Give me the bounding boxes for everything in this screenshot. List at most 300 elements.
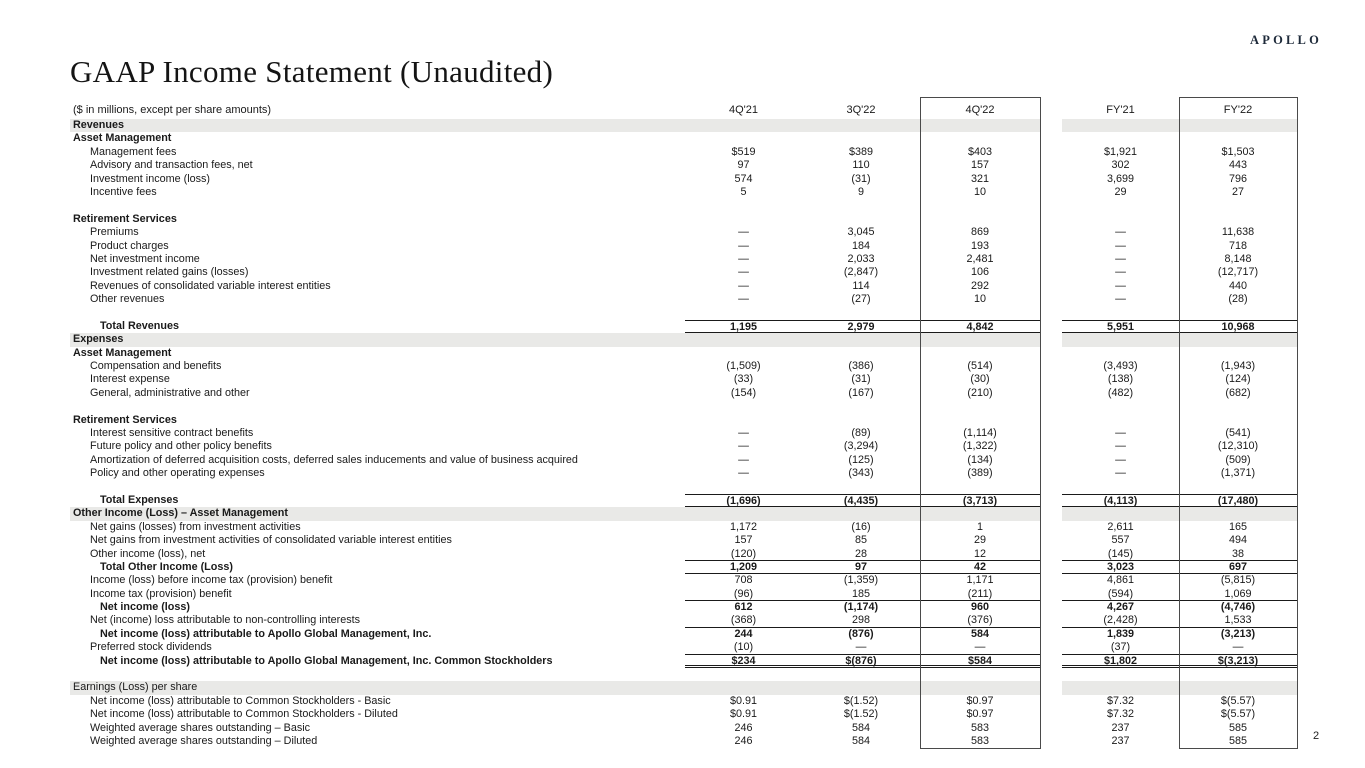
- row-label: Retirement Services: [73, 212, 177, 225]
- value-cell: [1179, 132, 1297, 145]
- value-cell: 2,481: [966, 252, 994, 265]
- value-group-quarters: [685, 213, 1040, 226]
- value-cell: 557: [1111, 534, 1130, 547]
- value-cell: [1062, 507, 1179, 520]
- table-row: [70, 132, 1299, 145]
- total-row: [70, 494, 1299, 507]
- value-cell: [802, 400, 920, 413]
- value-cell: [1179, 400, 1297, 413]
- value-group-fullyear: [1062, 360, 1297, 373]
- table-row: [70, 427, 1299, 440]
- value-cell: [920, 507, 1040, 520]
- value-cell: [1062, 400, 1179, 413]
- value-cell: [685, 481, 802, 494]
- table-row: [70, 280, 1299, 293]
- value-cell: [920, 333, 1040, 346]
- value-cell: 10: [973, 293, 986, 306]
- column-group-gap: [1040, 614, 1062, 627]
- value-cell: (89): [851, 426, 871, 439]
- value-cell: 246: [734, 734, 753, 747]
- table-row: [70, 735, 1299, 748]
- value-cell: [920, 306, 1040, 319]
- row-label: Advisory and transaction fees, net: [90, 159, 253, 172]
- value-cell: 1,195: [729, 320, 758, 333]
- value-cell: 585: [1228, 721, 1247, 734]
- value-cell: $584: [967, 654, 993, 667]
- value-cell: $0.97: [966, 708, 994, 721]
- value-cell: 97: [854, 560, 867, 573]
- column-group-gap: [1040, 280, 1062, 293]
- value-cell: —: [1115, 279, 1126, 292]
- value-cell: 584: [851, 721, 870, 734]
- row-label: Income (loss) before income tax (provision) benefit: [90, 574, 333, 587]
- value-cell: —: [738, 440, 749, 453]
- column-group-gap: [1040, 427, 1062, 440]
- value-cell: (33): [733, 373, 754, 386]
- value-cell: (4,113): [1103, 494, 1138, 507]
- column-group-gap: [1040, 735, 1062, 748]
- value-group-fullyear: [1062, 521, 1297, 534]
- value-cell: (138): [1107, 373, 1134, 386]
- value-group-fullyear: [1062, 226, 1297, 239]
- value-cell: [1179, 681, 1297, 694]
- value-cell: —: [1115, 266, 1126, 279]
- value-cell: [920, 481, 1040, 494]
- value-cell: [920, 199, 1040, 212]
- value-cell: [1179, 199, 1297, 212]
- value-cell: [1062, 333, 1179, 346]
- value-group-fullyear: [1062, 146, 1297, 159]
- column-group-gap: [1040, 320, 1062, 333]
- table-row: [70, 708, 1299, 721]
- value-group-fullyear: [1062, 440, 1297, 453]
- value-group-quarters: [685, 347, 1040, 360]
- value-cell: 1,533: [1224, 614, 1252, 627]
- column-header-fy22: FY'22: [1223, 104, 1253, 116]
- value-cell: 193: [970, 239, 989, 252]
- value-cell: [802, 333, 920, 346]
- value-cell: 3,023: [1106, 560, 1135, 573]
- column-group-gap: [1040, 159, 1062, 172]
- value-group-fullyear: [1062, 708, 1297, 721]
- table-row: [70, 588, 1299, 601]
- value-group-fullyear: [1062, 400, 1297, 413]
- value-cell: 42: [973, 560, 986, 573]
- value-cell: (145): [1107, 547, 1134, 560]
- value-cell: (125): [848, 453, 874, 466]
- blank-row: [70, 668, 1299, 681]
- value-cell: 114: [852, 279, 870, 292]
- value-group-quarters: [685, 387, 1040, 400]
- value-group-fullyear: [1062, 574, 1297, 587]
- value-cell: 38: [1231, 547, 1244, 560]
- value-cell: 1,172: [729, 520, 758, 533]
- column-group-gap: [1040, 668, 1062, 681]
- value-group-quarters: [685, 574, 1040, 587]
- value-cell: (482): [1107, 386, 1134, 399]
- value-cell: $1,503: [1221, 145, 1255, 158]
- row-label: Total Expenses: [100, 493, 179, 506]
- row-label: Future policy and other policy benefits: [90, 440, 272, 453]
- value-group-fullyear: [1062, 614, 1297, 627]
- value-cell: 157: [970, 159, 989, 172]
- section-band-row: [70, 119, 1299, 132]
- value-group-quarters: [685, 320, 1040, 333]
- column-group-gap: [1040, 199, 1062, 212]
- column-group-gap: [1040, 588, 1062, 601]
- column-group-gap: [1040, 494, 1062, 507]
- row-label: Weighted average shares outstanding – Diluted: [90, 734, 318, 747]
- value-cell: 97: [737, 159, 750, 172]
- value-group-quarters: [685, 266, 1040, 279]
- column-group-gap: [1040, 186, 1062, 199]
- column-group-gap: [1040, 253, 1062, 266]
- value-group-fullyear: [1062, 467, 1297, 480]
- section-band-label: Revenues: [70, 119, 685, 132]
- value-cell: [1179, 213, 1297, 226]
- value-cell: (4,435): [843, 494, 879, 507]
- column-group-gap: [1040, 146, 1062, 159]
- value-group-fullyear: [1062, 320, 1297, 333]
- column-group-gap: [1040, 266, 1062, 279]
- row-label: Interest expense: [90, 373, 170, 386]
- value-group-fullyear: [1062, 641, 1297, 654]
- value-cell: —: [855, 641, 867, 654]
- row-label: [70, 306, 685, 319]
- value-cell: [1179, 306, 1297, 319]
- value-cell: [802, 119, 920, 132]
- value-cell: $0.97: [966, 694, 994, 707]
- value-group-quarters: [685, 173, 1040, 186]
- table-row: [70, 440, 1299, 453]
- value-cell: (210): [967, 386, 993, 399]
- value-cell: 10: [973, 185, 986, 198]
- value-group-fullyear: [1062, 548, 1297, 561]
- value-cell: —: [1232, 641, 1244, 654]
- value-cell: 29: [973, 534, 986, 547]
- row-label: Compensation and benefits: [90, 360, 222, 373]
- row-label: Interest sensitive contract benefits: [90, 426, 254, 439]
- row-label: Asset Management: [73, 346, 172, 359]
- value-group-fullyear: [1062, 293, 1297, 306]
- row-label: Amortization of deferred acquisition costs, deferred sales inducements and value of business acquired: [90, 453, 578, 466]
- row-label: Net income (loss): [100, 601, 190, 614]
- value-cell: 612: [734, 601, 753, 614]
- table-row: [70, 146, 1299, 159]
- value-cell: 584: [970, 627, 989, 640]
- value-cell: (4,746): [1220, 601, 1256, 614]
- value-cell: [1062, 119, 1179, 132]
- section-band-row: [70, 681, 1299, 694]
- page-title: GAAP Income Statement (Unaudited): [70, 54, 554, 89]
- value-cell: [1062, 347, 1179, 360]
- section-band-row: [70, 333, 1299, 346]
- value-cell: 298: [851, 614, 870, 627]
- value-cell: —: [738, 426, 749, 439]
- value-cell: 4,267: [1106, 601, 1135, 614]
- row-label: Other revenues: [90, 293, 165, 306]
- row-label: Net gains from investment activities of consolidated variable interest entities: [90, 534, 452, 547]
- row-label: Investment related gains (losses): [90, 266, 249, 279]
- value-cell: [1179, 119, 1297, 132]
- value-group-fullyear: [1062, 306, 1297, 319]
- value-group-fullyear: [1062, 601, 1297, 614]
- value-group-quarters: [685, 199, 1040, 212]
- value-cell: [685, 213, 802, 226]
- value-cell: —: [1115, 252, 1126, 265]
- row-label: Premiums: [90, 226, 139, 239]
- column-group-gap: [1040, 400, 1062, 413]
- value-cell: $0.91: [729, 694, 758, 707]
- value-group-quarters: [685, 494, 1040, 507]
- apollo-logo: APOLLO: [1250, 33, 1322, 47]
- value-cell: (1,322): [962, 440, 998, 453]
- value-cell: (124): [1225, 373, 1251, 386]
- value-cell: [802, 213, 920, 226]
- value-group-fullyear: [1062, 119, 1297, 132]
- column-group-gap: [1040, 534, 1062, 547]
- value-group-quarters: [685, 641, 1040, 654]
- column-group-gap: [1040, 440, 1062, 453]
- value-group-quarters: [685, 467, 1040, 480]
- value-cell: 574: [734, 172, 753, 185]
- value-cell: (16): [851, 520, 871, 533]
- value-cell: $(3,213): [1217, 654, 1259, 667]
- column-header-3q22: 3Q'22: [846, 104, 876, 116]
- value-cell: $389: [848, 145, 874, 158]
- value-cell: 4,861: [1106, 574, 1135, 587]
- value-group-quarters: [685, 722, 1040, 735]
- value-cell: 10,968: [1221, 320, 1255, 333]
- value-cell: (3,213): [1220, 627, 1256, 640]
- value-cell: [1179, 333, 1297, 346]
- table-row: [70, 226, 1299, 239]
- table-row: [70, 695, 1299, 708]
- value-cell: (134): [967, 453, 993, 466]
- value-cell: [920, 119, 1040, 132]
- value-cell: —: [1115, 239, 1126, 252]
- column-group-gap: [1040, 306, 1062, 319]
- blank-row: [70, 306, 1299, 319]
- value-cell: (1,371): [1220, 467, 1256, 480]
- value-cell: (10): [733, 641, 754, 654]
- value-group-fullyear: [1062, 454, 1297, 467]
- page-number: 2: [1313, 730, 1320, 742]
- value-group-quarters: [685, 681, 1040, 694]
- value-cell: [685, 681, 802, 694]
- value-cell: 1: [976, 520, 983, 533]
- column-group-gap: [1040, 240, 1062, 253]
- value-cell: (211): [967, 587, 993, 600]
- value-cell: (28): [1228, 293, 1248, 306]
- column-group-gap: [1040, 387, 1062, 400]
- value-group-fullyear: [1062, 186, 1297, 199]
- value-cell: [920, 132, 1040, 145]
- table-row: [70, 414, 1299, 427]
- value-cell: (876): [848, 627, 874, 640]
- value-cell: (1,174): [843, 601, 879, 614]
- value-cell: (343): [848, 467, 874, 480]
- column-group-gap: [1040, 132, 1062, 145]
- value-cell: [920, 681, 1040, 694]
- value-group-fullyear: [1062, 347, 1297, 360]
- value-cell: [802, 481, 920, 494]
- value-group-fullyear: [1062, 199, 1297, 212]
- value-cell: [802, 668, 920, 681]
- value-cell: (2,847): [843, 266, 879, 279]
- column-group-gap: [1040, 333, 1062, 346]
- value-cell: 585: [1228, 734, 1247, 747]
- section-band-label: Earnings (Loss) per share: [70, 681, 685, 694]
- value-group-quarters: [685, 668, 1040, 681]
- value-cell: 494: [1228, 534, 1247, 547]
- table-rows: [70, 119, 1299, 748]
- value-cell: [920, 347, 1040, 360]
- column-header-4q21: 4Q'21: [728, 104, 758, 116]
- table-row: [70, 614, 1299, 627]
- column-group-gap: [1040, 414, 1062, 427]
- column-group-gap: [1040, 722, 1062, 735]
- value-cell: (682): [1225, 386, 1251, 399]
- value-cell: [802, 347, 920, 360]
- value-cell: (31): [851, 172, 871, 185]
- table-row: [70, 266, 1299, 279]
- column-group-gap: [1040, 521, 1062, 534]
- value-cell: 960: [970, 601, 989, 614]
- value-cell: [802, 132, 920, 145]
- value-group-quarters: [685, 159, 1040, 172]
- value-cell: (2,428): [1103, 614, 1138, 627]
- blank-row: [70, 199, 1299, 212]
- table-row: [70, 240, 1299, 253]
- table-row: [70, 641, 1299, 654]
- value-cell: 584: [851, 734, 870, 747]
- value-cell: 85: [854, 534, 867, 547]
- value-cell: [920, 213, 1040, 226]
- column-group-gap: [1040, 454, 1062, 467]
- value-cell: $(1.52): [843, 708, 879, 721]
- column-group-gap: [1040, 213, 1062, 226]
- value-cell: [685, 414, 802, 427]
- value-cell: [1062, 681, 1179, 694]
- column-group-gap: [1040, 373, 1062, 386]
- total-row: [70, 561, 1299, 574]
- value-group-quarters: [685, 655, 1040, 668]
- table-row: [70, 454, 1299, 467]
- row-label: [70, 481, 685, 494]
- value-cell: [1062, 481, 1179, 494]
- value-cell: (514): [967, 360, 993, 373]
- value-cell: 9: [857, 185, 864, 198]
- table-row: [70, 574, 1299, 587]
- column-group-gap: [1040, 347, 1062, 360]
- value-cell: 708: [734, 574, 753, 587]
- value-group-quarters: [685, 561, 1040, 574]
- table-row: [70, 534, 1299, 547]
- value-cell: (1,509): [726, 360, 761, 373]
- row-label: Net income (loss) attributable to Common Stockholders - Diluted: [90, 708, 398, 721]
- value-group-quarters: [685, 601, 1040, 614]
- row-label: Weighted average shares outstanding – Basic: [90, 721, 311, 734]
- value-cell: (96): [733, 587, 754, 600]
- value-group-quarters: [685, 695, 1040, 708]
- value-cell: —: [974, 641, 986, 654]
- row-label: Product charges: [90, 239, 169, 252]
- value-group-quarters: [685, 414, 1040, 427]
- blank-row: [70, 400, 1299, 413]
- value-cell: 718: [1228, 239, 1247, 252]
- value-cell: [920, 400, 1040, 413]
- row-label: Net investment income: [90, 252, 200, 265]
- value-cell: (5,815): [1220, 574, 1256, 587]
- value-group-fullyear: [1062, 414, 1297, 427]
- value-cell: (594): [1107, 587, 1134, 600]
- value-group-fullyear: [1062, 655, 1297, 668]
- table-row: [70, 173, 1299, 186]
- row-label: Incentive fees: [90, 185, 157, 198]
- value-group-fullyear: [1062, 173, 1297, 186]
- value-group-quarters: [685, 548, 1040, 561]
- table-row: [70, 521, 1299, 534]
- value-cell: —: [738, 293, 749, 306]
- value-cell: (37): [1110, 641, 1131, 654]
- value-group-fullyear: [1062, 494, 1297, 507]
- value-cell: [685, 347, 802, 360]
- value-cell: —: [738, 239, 749, 252]
- value-cell: 5,951: [1106, 320, 1135, 333]
- value-cell: (1,114): [963, 426, 997, 439]
- total-row: [70, 628, 1299, 641]
- row-label: Revenues of consolidated variable interest entities: [90, 279, 331, 292]
- table-row: [70, 293, 1299, 306]
- value-group-quarters: [685, 534, 1040, 547]
- value-group-quarters: [685, 186, 1040, 199]
- value-cell: $(876): [845, 654, 877, 667]
- row-label: [70, 199, 685, 212]
- column-group-gap: [1040, 507, 1062, 520]
- value-cell: (120): [730, 547, 757, 560]
- value-cell: —: [738, 453, 749, 466]
- value-group-quarters: [685, 306, 1040, 319]
- value-cell: (509): [1225, 453, 1251, 466]
- column-group-gap: [1040, 293, 1062, 306]
- column-group-gap: [1040, 601, 1062, 614]
- value-cell: (30): [970, 373, 990, 386]
- value-cell: 583: [970, 721, 989, 734]
- table-row: [70, 253, 1299, 266]
- value-cell: $7.32: [1106, 694, 1135, 707]
- value-group-quarters: [685, 427, 1040, 440]
- value-cell: [1179, 507, 1297, 520]
- value-cell: [802, 306, 920, 319]
- total-row: [70, 601, 1299, 614]
- value-cell: 27: [1231, 185, 1244, 198]
- value-cell: $(5.57): [1220, 708, 1256, 721]
- units-note: ($ in millions, except per share amounts): [73, 104, 272, 116]
- value-cell: —: [1115, 453, 1126, 466]
- column-group-gap: [1040, 708, 1062, 721]
- value-cell: $1,921: [1103, 145, 1138, 158]
- value-cell: 3,045: [847, 226, 875, 239]
- value-cell: [802, 199, 920, 212]
- section-band-row: [70, 507, 1299, 520]
- table-row: [70, 347, 1299, 360]
- value-cell: 29: [1114, 185, 1127, 198]
- column-group-gap: [1040, 119, 1062, 132]
- table-row: [70, 186, 1299, 199]
- value-cell: [685, 119, 802, 132]
- value-cell: 1,171: [966, 574, 994, 587]
